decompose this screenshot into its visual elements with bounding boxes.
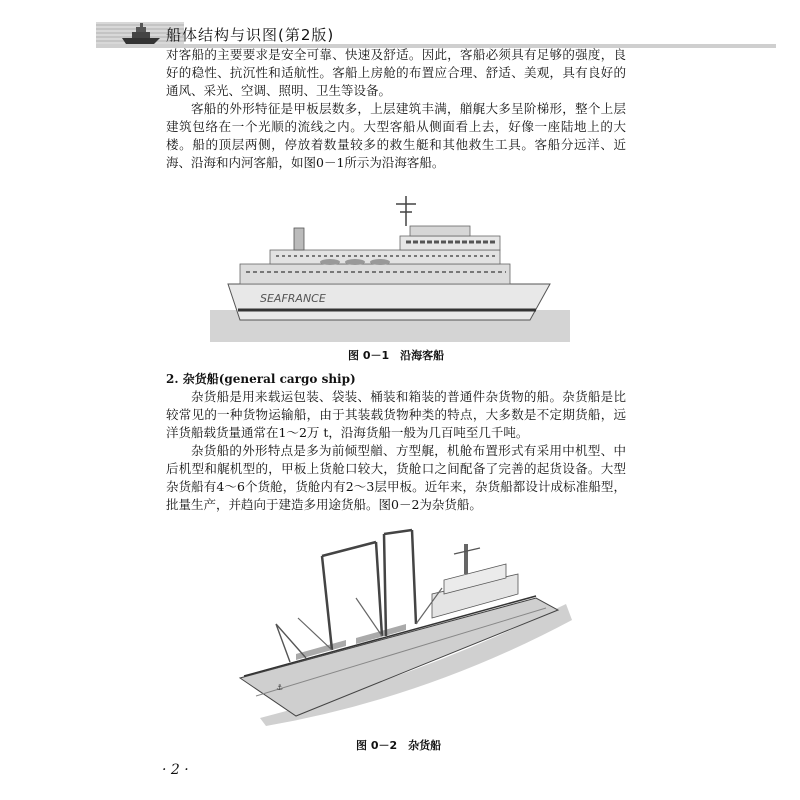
page-header (0, 14, 800, 50)
hull-lettering: SEAFRANCE (260, 292, 326, 305)
body-text-top (166, 46, 626, 172)
header-title: 船体结构与识图(第2版) (166, 26, 335, 44)
paragraph: 杂货船是用来载运包装、袋装、桶装和箱装的普通件杂货物的船。杂货船是比较常见的一种货物运输船，由于其装载货物种类的特点，大多数是不定期货船，远洋货船载货量通常在1～2万 t，沿海货船一般为几百吨至几千吨。 (166, 389, 626, 440)
ship-icon (120, 20, 164, 46)
paragraph: 杂货船的外形特点是多为前倾型艏、方型艉，机舱布置形式有采用中机型、中后机型和艉机型的，甲板上货舱口较大，货舱口之间配备了完善的起货设备。大型杂货船有4～6个货舱，货舱内有2～3层甲板。近年来，杂货船都设计成标准船型，批量生产，并趋向于建造多用途货船。图0－2为杂货船。 (166, 443, 626, 512)
figure-caption: 图 0－2 杂货船 (356, 739, 442, 752)
paragraph: 对客船的主要要求是安全可靠、快速及舒适。因此，客船必须具有足够的强度，良好的稳性、抗沉性和适航性。客船上房舱的布置应合理、舒适、美观，具有良好的通风、采光、空调、照明、卫生等设备。 (166, 47, 626, 98)
page-number: · 2 · (162, 762, 189, 778)
passenger-ship-image (210, 192, 570, 342)
section-heading: 2. 杂货船(general cargo ship) (166, 372, 356, 386)
body-text-section-2 (166, 370, 626, 514)
paragraph: 客船的外形特征是甲板层数多，上层建筑丰满，艏艉大多呈阶梯形，整个上层建筑包络在一个光顺的流线之内。大型客船从侧面看上去，好像一座陆地上的大楼。船的顶层两侧，停放着数量较多的救生艇和其他救生工具。客船分远洋、近海、沿海和内河客船，如图0－1所示为沿海客船。 (166, 101, 626, 170)
svg-text:⚓: ⚓ (276, 683, 284, 692)
cargo-ship-image (236, 528, 576, 728)
figure-caption: 图 0－1 沿海客船 (348, 349, 445, 362)
